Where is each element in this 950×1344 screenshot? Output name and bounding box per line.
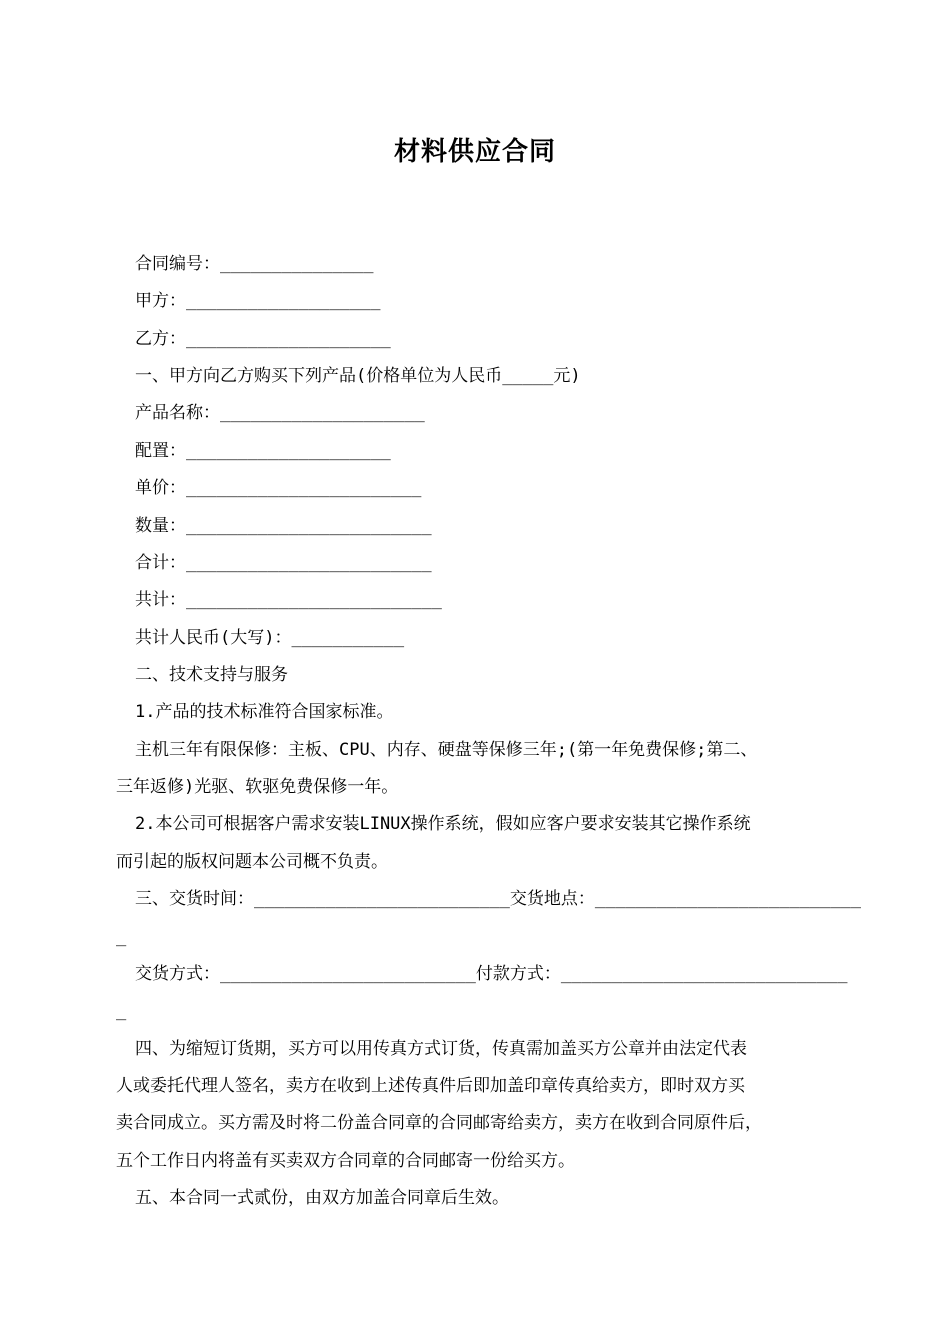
- clause-2-1: 1.产品的技术标准符合国家标准。: [135, 702, 394, 722]
- unit-price-line: 单价：_______________________: [135, 478, 422, 498]
- product-name-line: 产品名称：____________________: [135, 403, 425, 423]
- delivery-time-place-line: 三、交货时间：_________________________交货地点：__________________________: [135, 889, 861, 909]
- document-title: 材料供应合同: [393, 137, 556, 167]
- party-a-line: 甲方：___________________: [135, 291, 381, 311]
- payment-overflow: _: [116, 1001, 127, 1021]
- section-4-line-2: 人或委托代理人签名，卖方在收到上述传真件后即加盖印章传真给卖方，即时双方买: [116, 1076, 745, 1096]
- clause-2-2-line-1: 2.本公司可根据客户需求安装LINUX操作系统，假如应客户要求安装其它操作系统: [135, 814, 751, 834]
- warranty-line-2: 三年返修)光驱、软驱免费保修一年。: [116, 777, 399, 797]
- total-line: 共计：_________________________: [135, 590, 442, 610]
- section-4-line-1: 四、为缩短订货期，买方可以用传真方式订货，传真需加盖买方公章并由法定代表: [135, 1039, 747, 1059]
- clause-2-2-line-2: 而引起的版权问题本公司概不负责。: [116, 852, 388, 872]
- section-2-heading: 二、技术支持与服务: [135, 665, 288, 685]
- warranty-line-1: 主机三年有限保修：主板、CPU、内存、硬盘等保修三年;(第一年免费保修;第二、: [135, 740, 758, 760]
- delivery-payment-method-line: 交货方式：_________________________付款方式：____________________________: [135, 964, 848, 984]
- party-b-line: 乙方：____________________: [135, 329, 391, 349]
- section-5-line: 五、本合同一式贰份，由双方加盖合同章后生效。: [135, 1188, 509, 1208]
- section-4-line-3: 卖合同成立。买方需及时将二份盖合同章的合同邮寄给卖方，卖方在收到合同原件后，: [116, 1113, 762, 1133]
- delivery-overflow: _: [116, 927, 127, 947]
- section-1-heading: 一、甲方向乙方购买下列产品(价格单位为人民币_____元): [135, 366, 581, 386]
- contract-number-line: 合同编号：_______________: [135, 254, 374, 274]
- quantity-line: 数量：________________________: [135, 516, 432, 536]
- subtotal-line: 合计：________________________: [135, 553, 432, 573]
- configuration-line: 配置：____________________: [135, 441, 391, 461]
- section-4-line-4: 五个工作日内将盖有买卖双方合同章的合同邮寄一份给买方。: [116, 1151, 575, 1171]
- total-uppercase-line: 共计人民币(大写)：___________: [135, 628, 405, 648]
